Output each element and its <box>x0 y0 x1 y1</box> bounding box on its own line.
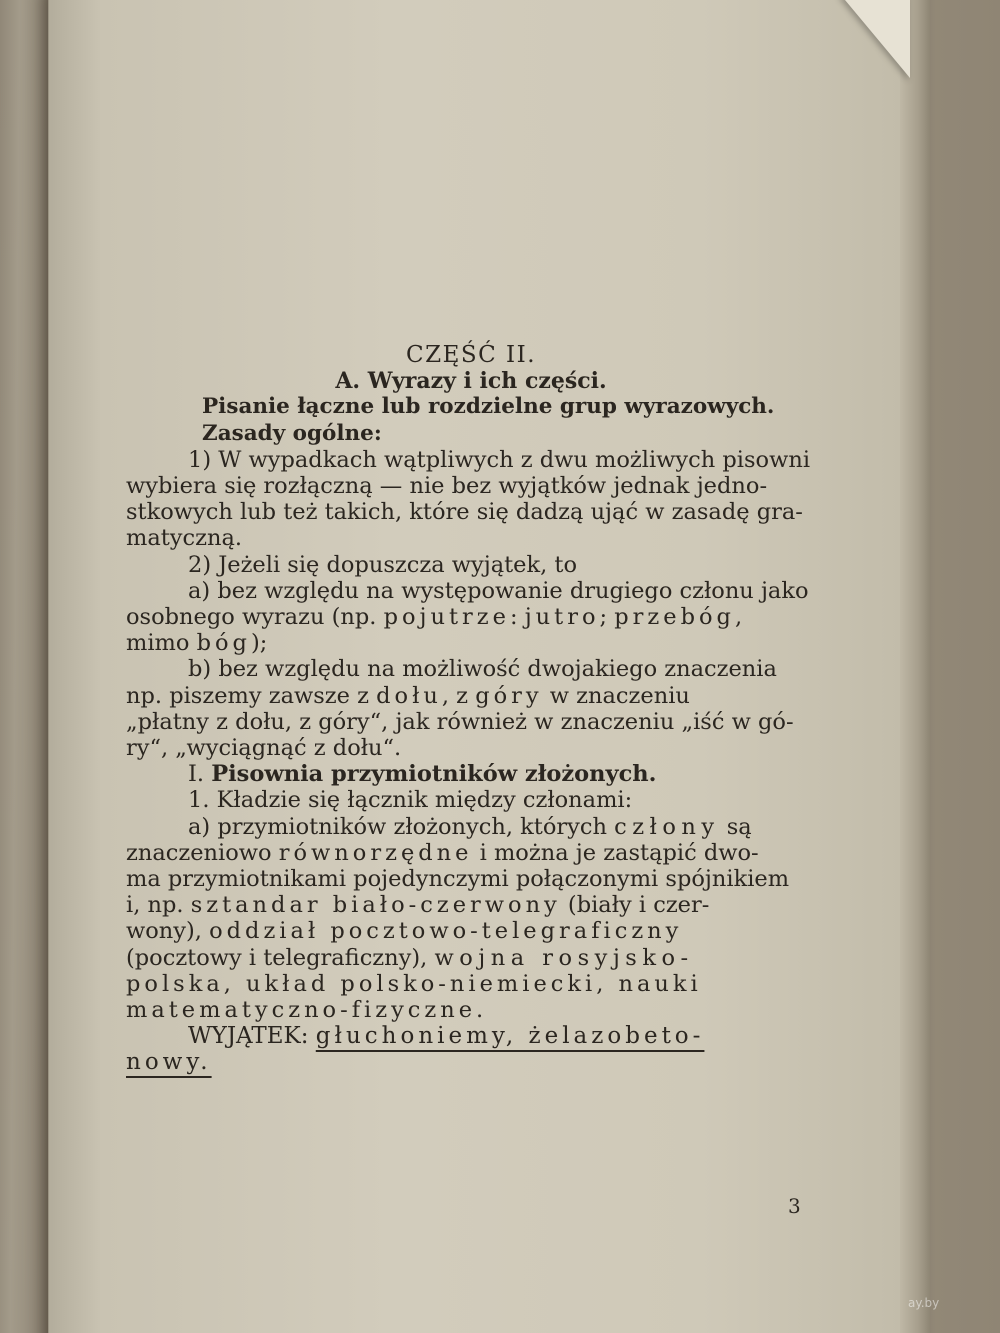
emphasized-word: przebóg <box>614 604 735 631</box>
text-run: (pocztowy i telegraficzny), <box>126 944 435 971</box>
point-b-line <box>126 683 816 709</box>
paragraph-1-line: matyczną. <box>126 525 243 552</box>
page-text <box>126 340 816 1076</box>
exception-line <box>126 1049 816 1075</box>
text-run: , z <box>441 682 476 709</box>
text-run: w znaczeniu <box>542 682 690 709</box>
paragraph-1-line: 1) W wypadkach wątpliwych z dwu możliwych pisowni <box>188 446 811 473</box>
text-run: , <box>734 604 743 631</box>
rule-a-line <box>126 945 816 971</box>
emphasized-word: bóg <box>196 630 251 657</box>
rule-a-line <box>126 814 816 840</box>
text-run: np. piszemy zawsze z <box>126 682 377 709</box>
text-run: znaczeniowo <box>126 839 279 866</box>
point-b-line: ry“, „wyciągnąć z dołu“. <box>126 735 402 762</box>
point-a-line <box>126 630 816 656</box>
text-run: osobnego wyrazu (np. <box>126 604 384 631</box>
rule-a-line <box>126 918 816 944</box>
text-run: ; <box>599 604 615 631</box>
rule-a-line <box>126 892 816 918</box>
emphasized-word: jutro <box>524 604 600 631</box>
part-heading: CZĘŚĆ II. <box>405 342 537 368</box>
rule-a-line: polska, układ polsko-niemiecki, nauki <box>126 970 702 997</box>
text-run: ); <box>250 630 268 657</box>
emphasized-word: dołu <box>376 682 442 709</box>
emphasized-word: wojna rosyjsko- <box>434 944 694 971</box>
text-run: wony), <box>126 918 210 945</box>
emphasized-word: równorzędne <box>278 839 473 866</box>
section-heading: A. Wyrazy i ich części. <box>335 368 607 395</box>
group-heading: Pisanie łączne lub rozdzielne grup wyrazowych. <box>202 394 775 420</box>
roman-heading <box>126 761 816 787</box>
rule-a-line <box>126 840 816 866</box>
emphasized-word: oddział pocztowo-telegraficzny <box>209 918 683 945</box>
folded-corner <box>840 0 910 78</box>
page-number: 3 <box>788 1194 801 1218</box>
emphasized-word: człony <box>614 813 720 840</box>
rule-a-line: ma przymiotnikami pojedynczymi połączonymi spójnikiem <box>126 866 790 893</box>
text-run: i, np. <box>126 892 191 919</box>
paragraph-1-line: wybiera się rozłączną — nie bez wyjątków jednak jedno- <box>126 473 768 500</box>
point-b-line: b) bez względu na możliwość dwojakiego znaczenia <box>188 656 777 683</box>
roman-heading-text: Pisownia przymiotników złożonych. <box>211 761 657 788</box>
exception-line <box>126 1023 816 1049</box>
rule-1: 1. Kładzie się łącznik między członami: <box>188 787 633 814</box>
emphasized-word: sztandar biało-czerwony <box>190 892 561 919</box>
point-a-line <box>126 604 816 630</box>
text-run: : <box>509 604 525 631</box>
emphasized-word: pojutrze <box>383 604 510 631</box>
text-run: i można je zastąpić dwo- <box>472 839 759 866</box>
page-stack-edge <box>900 0 930 1333</box>
point-b-line: „płatny z dołu, z góry“, jak również w znaczeniu „iść w gó- <box>126 708 794 735</box>
text-run: a) przymiotników złożonych, których <box>188 813 615 840</box>
text-run: (biały i czer- <box>560 892 710 919</box>
emphasized-word: góry <box>475 682 543 709</box>
paragraph-1-line: stkowych lub też takich, które się dadzą ująć w zasadę gra- <box>126 499 803 526</box>
rule-a-line: matematyczno-fizyczne. <box>126 997 488 1024</box>
point-a-line: a) bez względu na występowanie drugiego członu jako <box>188 577 809 604</box>
exception-words: nowy. <box>126 1049 212 1076</box>
roman-numeral: I. <box>188 761 212 788</box>
exception-label: WYJĄTEK: <box>188 1023 316 1050</box>
paragraph-2: 2) Jeżeli się dopuszcza wyjątek, to <box>188 551 578 578</box>
exception-words: głuchoniemy, żelazobeto- <box>315 1023 705 1050</box>
text-run: mimo <box>126 630 197 657</box>
watermark: ay.by <box>908 1296 940 1310</box>
principles-heading: Zasady ogólne: <box>202 420 382 446</box>
text-run: są <box>719 813 752 840</box>
